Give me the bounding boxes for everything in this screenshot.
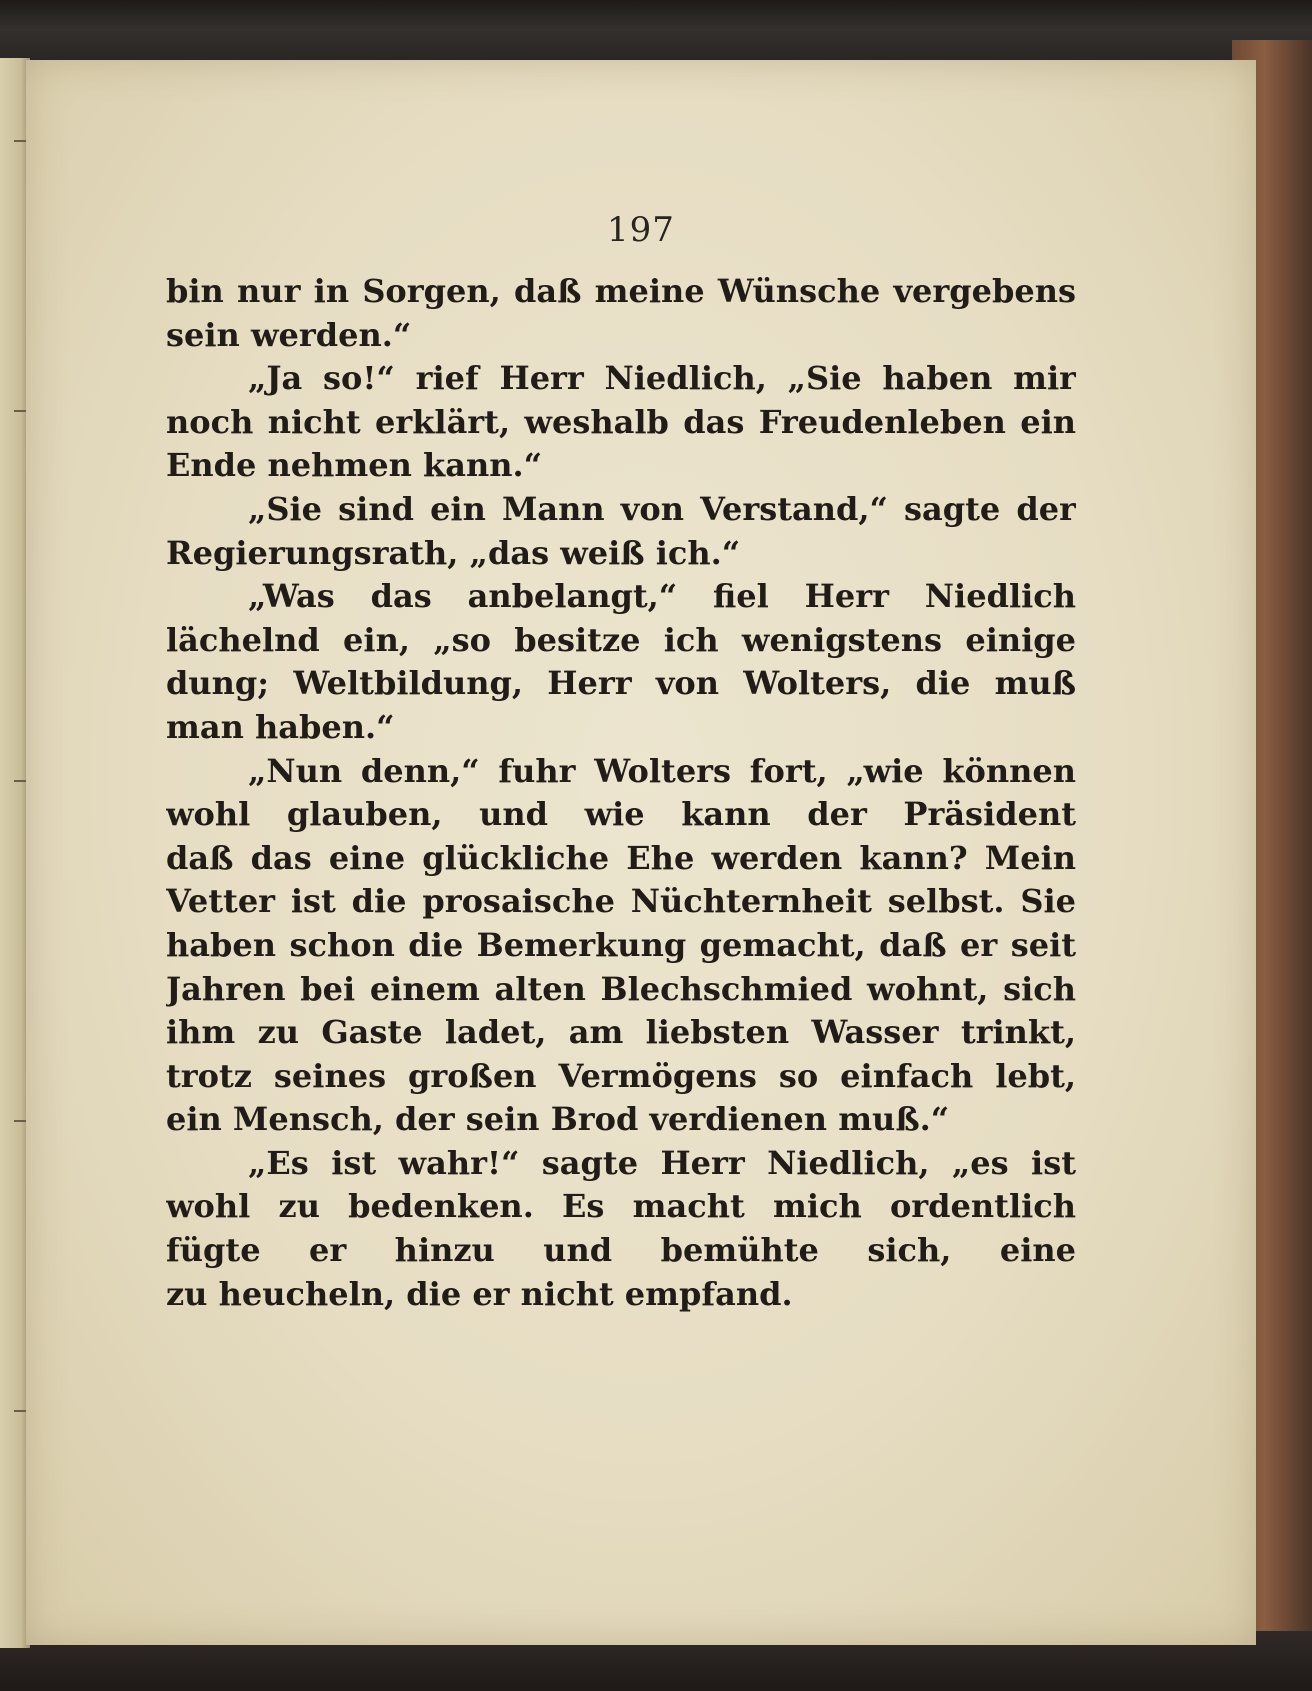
text-line: fügte er hinzu und bemühte sich, eine xyxy=(166,1231,1076,1270)
text-line: zu heucheln, die er nicht empfand. xyxy=(166,1274,793,1313)
text-line: „Was das anbelangt,“ fiel Herr Niedlich xyxy=(248,577,1076,616)
text-line: „Es ist wahr!“ sagte Herr Niedlich, „es ist xyxy=(248,1143,1076,1182)
text-line: haben schon die Bemerkung gemacht, daß er seit xyxy=(166,925,1076,964)
text-line: „Ja so!“ rief Herr Niedlich, „Sie haben mir xyxy=(248,359,1076,398)
text-line: daß das eine glückliche Ehe werden kann? Mein xyxy=(166,838,1076,877)
text-line: wohl glauben, und wie kann der Präsident xyxy=(166,795,1076,834)
text-line: Regierungsrath, „das weiß ich.“ xyxy=(166,533,741,572)
page-text xyxy=(166,270,1076,1316)
text-line: noch nicht erklärt, weshalb das Freudenleben ein xyxy=(166,402,1076,441)
cover-top-edge xyxy=(0,0,1312,60)
text-line: „Nun denn,“ fuhr Wolters fort, „wie können xyxy=(248,751,1076,790)
text-line: wohl zu bedenken. Es macht mich ordentlich xyxy=(166,1187,1076,1226)
text-line: bin nur in Sorgen, daß meine Wünsche vergebens xyxy=(166,272,1076,310)
text-line: lächelnd ein, „so besitze ich wenigstens einige xyxy=(166,620,1076,659)
text-line: sein werden.“ xyxy=(166,315,412,354)
text-line: ein Mensch, der sein Brod verdienen muß.“ xyxy=(166,1100,950,1139)
text-line: ihm zu Gaste ladet, am liebsten Wasser trinkt, xyxy=(166,1013,1076,1052)
text-line: Jahren bei einem alten Blechschmied wohnt, sich xyxy=(166,969,1076,1008)
text-line: trotz seines großen Vermögens so einfach lebt, xyxy=(166,1056,1076,1095)
book-page xyxy=(26,60,1256,1645)
text-line: dung; Weltbildung, Herr von Wolters, die muß xyxy=(166,664,1076,703)
text-line: Ende nehmen kann.“ xyxy=(166,446,543,485)
text-line: man haben.“ xyxy=(166,707,395,746)
text-line: Vetter ist die prosaische Nüchternheit selbst. Sie xyxy=(166,882,1076,921)
page-number: 197 xyxy=(607,210,675,250)
text-line: „Sie sind ein Mann von Verstand,“ sagte der xyxy=(248,489,1076,528)
